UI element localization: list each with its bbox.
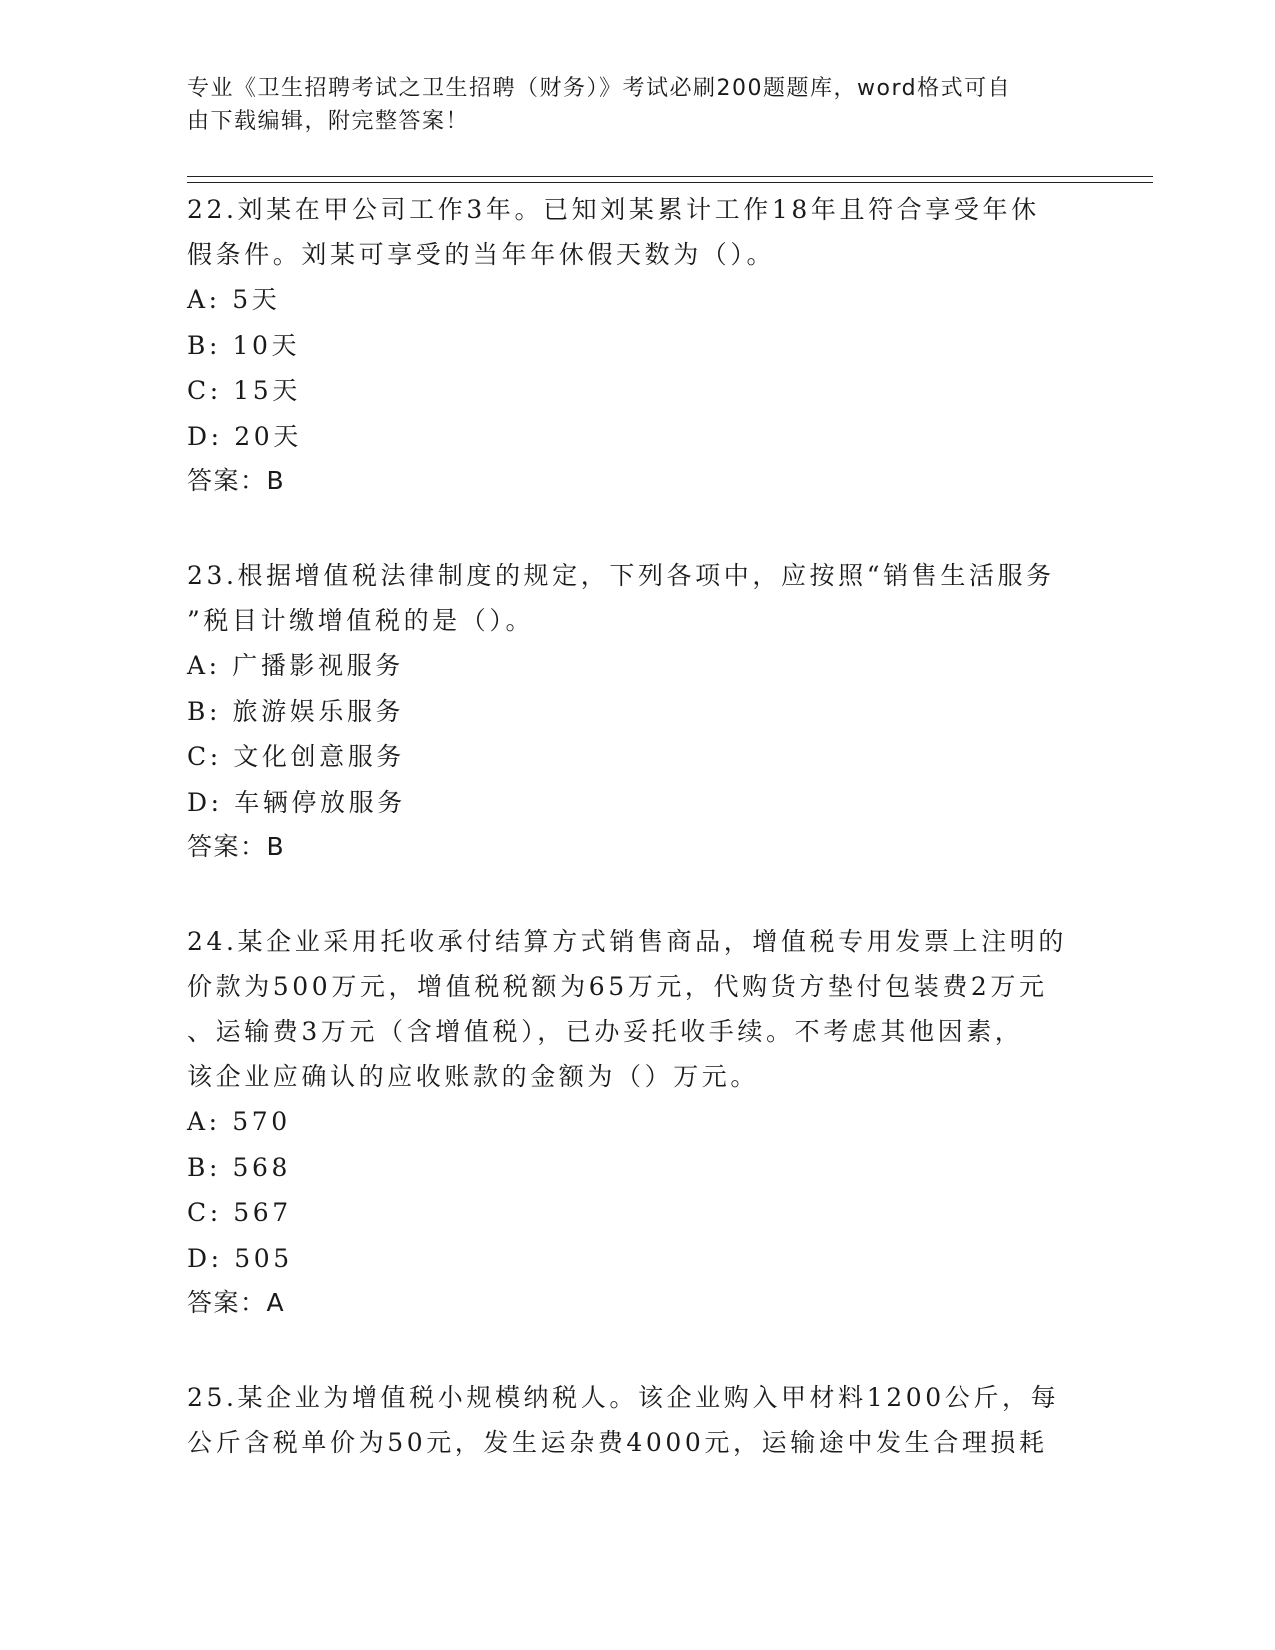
question-stem: 、运输费3万元（含增值税），已办妥托收手续。不考虑其他因素， [187,1017,1024,1046]
option-c: C: 文化创意服务 [187,742,405,771]
option-b: B: 568 [187,1152,292,1182]
header-line-2: 由下载编辑，附完整答案！ [187,109,470,134]
question-23 [187,553,1087,869]
option-c: C: 15天 [187,376,301,405]
option-a: A: 5天 [187,285,281,314]
question-22 [187,187,1087,503]
question-stem: 该企业应确认的应收账款的金额为（）万元。 [187,1062,760,1091]
question-list [187,187,1087,1515]
question-stem: 24.某企业采用托收承付结算方式销售商品，增值税专用发票上注明的 [187,927,1067,956]
option-b: B: 10天 [187,330,301,360]
option-c: C: 567 [187,1198,292,1227]
question-stem: 价款为500万元，增值税税额为65万元，代购货方垫付包装费2万元 [187,972,1048,1001]
question-stem: 23.根据增值税法律制度的规定，下列各项中，应按照“销售生活服务 [187,561,1055,590]
question-24 [187,919,1087,1325]
option-d: D: 505 [187,1243,293,1273]
question-stem: 22.刘某在甲公司工作3年。已知刘某累计工作18年且符合享受年休 [187,195,1040,224]
answer-label: 答案：B [187,466,286,495]
option-b: B: 旅游娱乐服务 [187,696,405,726]
question-stem: 公斤含税单价为50元，发生运杂费4000元，运输途中发生合理损耗 [187,1428,1048,1457]
question-25 [187,1375,1087,1465]
option-a: A: 广播影视服务 [187,651,404,680]
option-a: A: 570 [187,1107,291,1136]
header-line-1: 专业《卫生招聘考试之卫生招聘（财务）》考试必刷200题题库，word格式可自 [187,76,1012,101]
document-header [187,72,1067,138]
answer-label: 答案：B [187,832,286,861]
question-stem: 假条件。刘某可享受的当年年休假天数为（）。 [187,240,776,269]
header-divider-top [187,176,1153,177]
option-d: D: 车辆停放服务 [187,787,406,817]
question-stem: ”税目计缴增值税的是（）。 [187,606,535,635]
option-d: D: 20天 [187,421,302,451]
question-stem: 25.某企业为增值税小规模纳税人。该企业购入甲材料1200公斤，每 [187,1383,1060,1412]
header-divider-bottom [187,182,1153,183]
answer-label: 答案：A [187,1288,286,1317]
